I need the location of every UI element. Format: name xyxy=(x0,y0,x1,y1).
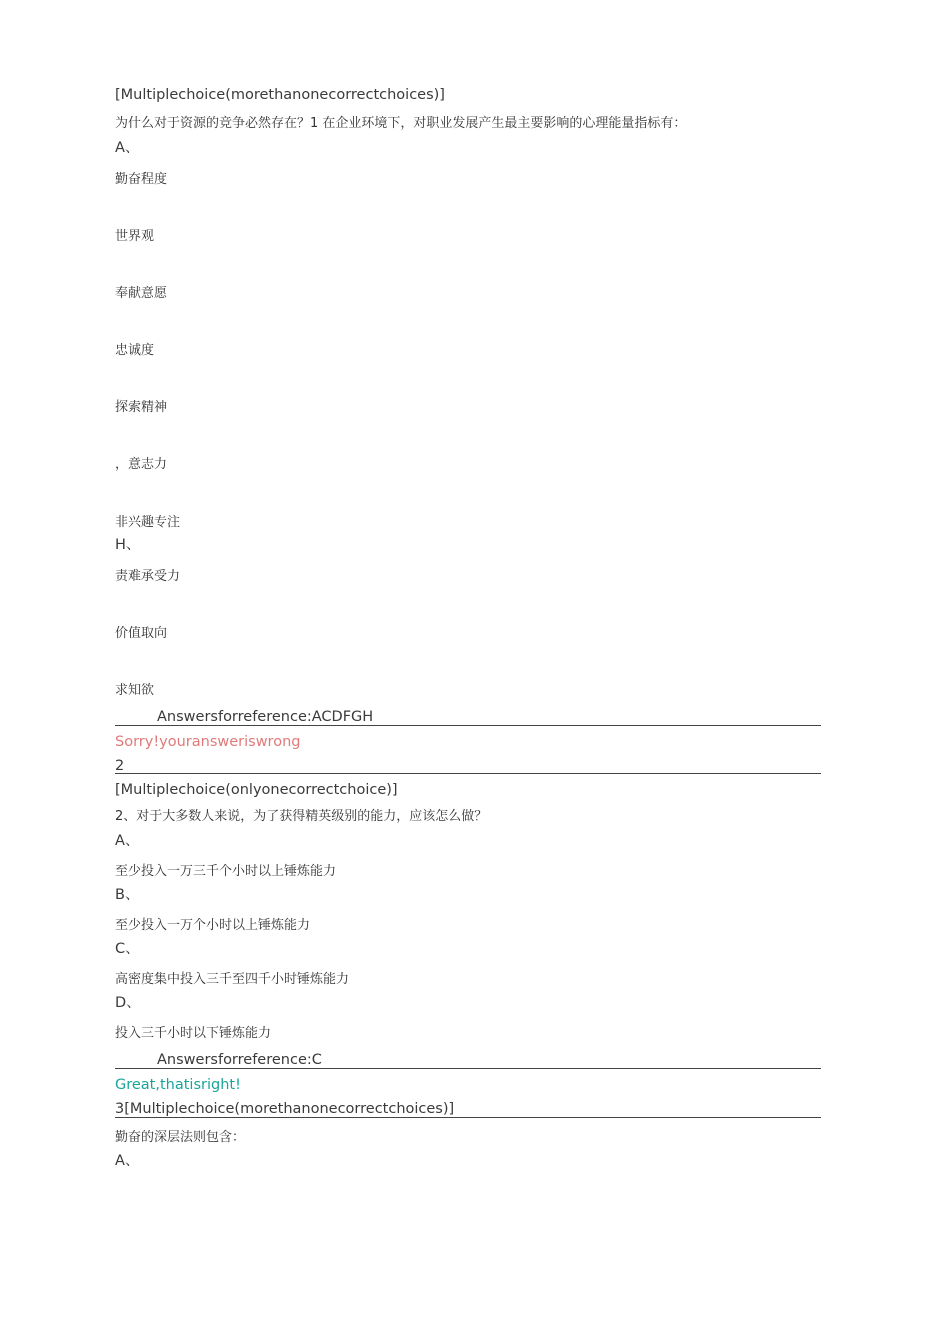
q1-option: 责难承受力 xyxy=(115,569,181,584)
q1-option: ，意志力 xyxy=(115,457,168,472)
q1-marker-h: H、 xyxy=(115,537,141,553)
divider xyxy=(115,725,821,726)
q1-option: 探索精神 xyxy=(115,400,168,415)
q3-type-label: 3[Multiplechoice(morethanonecorrectchoices)] xyxy=(115,1101,455,1117)
divider xyxy=(115,773,821,774)
q2-option: 高密度集中投入三千至四千小时锤炼能力 xyxy=(115,972,350,987)
q3-marker-a: A、 xyxy=(115,1153,140,1169)
q1-question: 为什么对于资源的竞争必然存在？1 在企业环境下，对职业发展产生最主要影响的心理能量指标有： xyxy=(115,116,687,131)
q1-option: 奉献意愿 xyxy=(115,286,168,301)
q2-marker-d: D、 xyxy=(115,995,141,1011)
q2-option: 至少投入一万个小时以上锤炼能力 xyxy=(115,918,311,933)
q3-question: 勤奋的深层法则包含： xyxy=(115,1130,246,1145)
q2-marker-a: A、 xyxy=(115,833,140,849)
q1-answer-reference: Answersforreference:ACDFGH xyxy=(157,709,374,725)
q2-option: 投入三千小时以下锤炼能力 xyxy=(115,1026,272,1041)
divider xyxy=(115,1068,821,1069)
q2-number: 2 xyxy=(115,758,125,774)
q2-question: 2、对于大多数人来说，为了获得精英级别的能力，应该怎么做？ xyxy=(115,809,488,824)
q2-feedback-right: Great,thatisright! xyxy=(115,1077,241,1093)
q1-option: 非兴趣专注 xyxy=(115,515,181,530)
q2-answer-reference: Answersforreference:C xyxy=(157,1052,322,1068)
q1-type-label: [Multiplechoice(morethanonecorrectchoices)] xyxy=(115,87,445,103)
q2-marker-c: C、 xyxy=(115,941,140,957)
q2-option: 至少投入一万三千个小时以上锤炼能力 xyxy=(115,864,337,879)
q1-feedback-wrong: Sorry!youransweriswrong xyxy=(115,734,301,750)
q1-option: 忠诚度 xyxy=(115,343,155,358)
q2-marker-b: B、 xyxy=(115,887,140,903)
divider xyxy=(115,1117,821,1118)
q1-option: 求知欲 xyxy=(115,683,155,698)
q1-option: 世界观 xyxy=(115,229,155,244)
q1-option: 勤奋程度 xyxy=(115,172,168,187)
q1-marker-a: A、 xyxy=(115,140,140,156)
q1-option: 价值取向 xyxy=(115,626,168,641)
q2-type-label: [Multiplechoice(onlyonecorrectchoice)] xyxy=(115,782,398,798)
